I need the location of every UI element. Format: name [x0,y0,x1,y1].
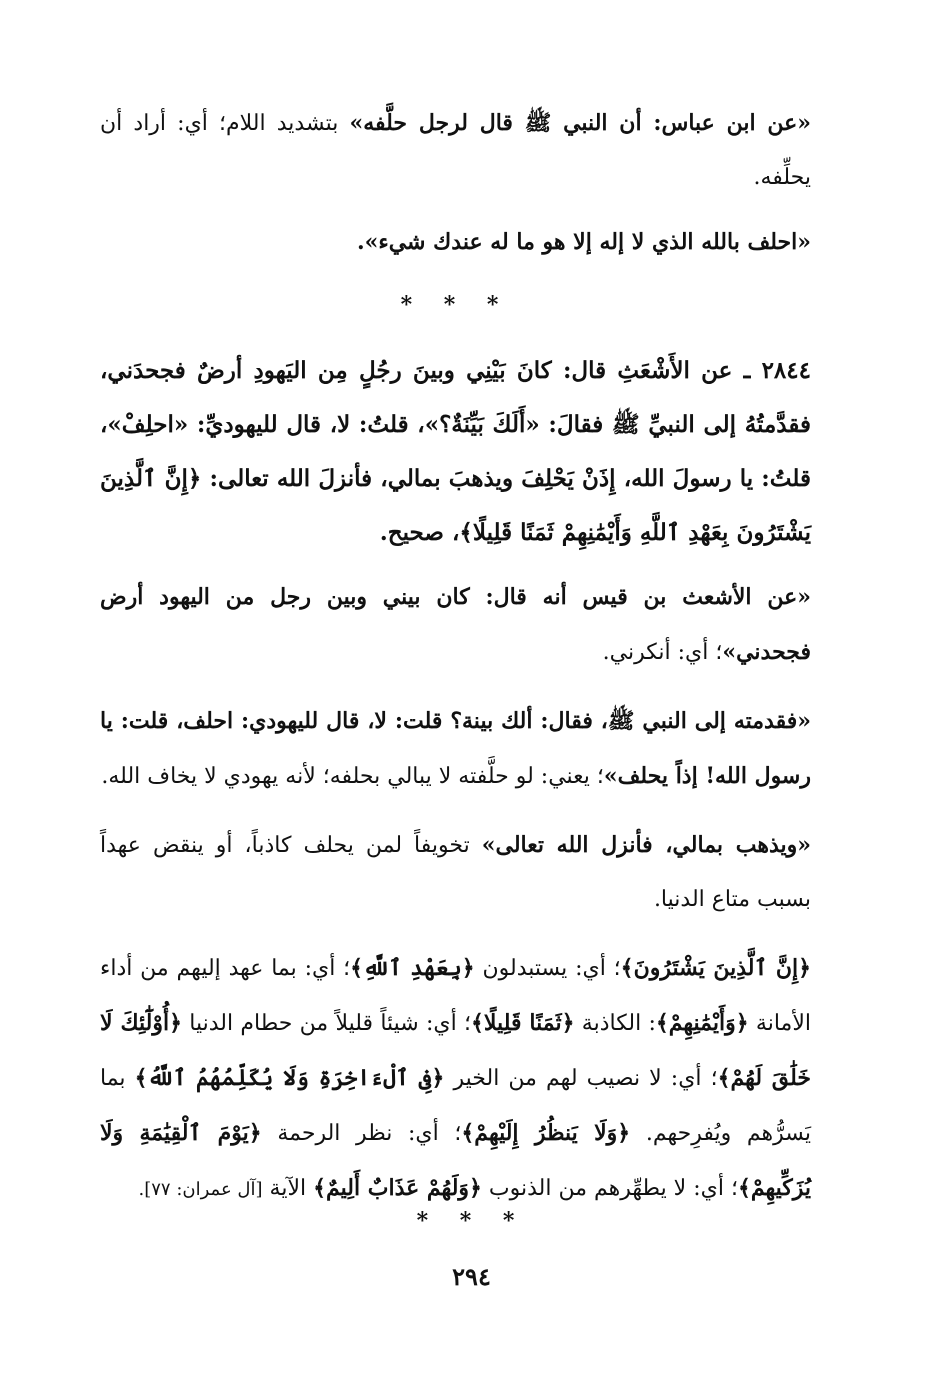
commentary-paragraph-4 [100,941,811,1217]
explanation-text: ؛ أي: أنكرني. [602,640,723,665]
explanation-text: ؛ أي: لا نصيب لهم من الخير [444,1066,718,1091]
commentary-paragraph-2 [100,694,811,804]
quote-presented: «فقدمته إلى النبي ﷺ، فقال: ألك بينة؟ قلت: لا، قال لليهودي: احلف، قلت: يا رسول الله! إذاً يحلف» [100,708,811,789]
explanation-text: ؛ أي: بما عهد إليهم من أداء الأمانة [100,956,812,1036]
explanation-text: ؛ أي: نظر الرحمة [261,1121,462,1146]
section-separator: * * * [400,292,511,318]
verse-fragment: ﴿أُوْلَٰٓئِكَ لَا خَلَٰقَ لَهُمْ﴾ [100,1010,812,1091]
quran-citation: [آل عمران: ٧٧]. [138,1179,263,1200]
verse-fragment: ﴿ثَمَنًا قَلِيلًا﴾ [471,1010,575,1036]
verse-fragment: ﴿فِى ٱلْءَاخِرَةِ وَلَا يُكَلِّمُهُمُ ٱللَّهُ﴾ [134,1065,445,1091]
verse-fragment: ﴿بِعَهْدِ ٱللَّهِ﴾ [350,955,475,981]
section-separator-bottom: * * * [416,1208,527,1234]
paragraph-oath [100,215,811,270]
explanation-text: : الكاذبة [574,1011,656,1036]
explanation-text: ؛ يعني: لو حلَّفته لا يبالي بحلفه؛ لأنه يهودي لا يخاف الله. [101,764,604,789]
verse-fragment: ﴿وَلَا يَنظُرُ إِلَيْهِمْ﴾ [461,1120,631,1146]
verse-fragment: ﴿إِنَّ ٱلَّذِينَ يَشْتَرُونَ﴾ [620,955,812,981]
paragraph-intro [100,96,811,205]
page-body [100,96,811,1231]
quote-oath: «احلف بالله الذي لا إله إلا هو ما له عندك شيء». [356,229,811,255]
page-number: ٢٩٤ [452,1262,491,1291]
verse-fragment: ﴿وَأَيْمَٰنِهِمْ﴾ [655,1010,749,1036]
quote-ashath: «عن الأشعث بن قيس أنه قال: كان بيني وبين رجل من اليهود أرض فجحدني» [100,584,811,665]
verse-fragment: ﴿وَلَهُمْ عَذَابٌ أَلِيمٌ﴾ [313,1175,482,1201]
quote-revelation: «ويذهب بمالي، فأنزل الله تعالى» [481,832,811,858]
quote-ibn-abbas: «عن ابن عباس: أن النبي ﷺ قال لرجل حلَّفه» [349,110,811,136]
explanation-text: بما يَسرُّهم ويُفرِحهم. [100,1066,811,1146]
explanation-text: تخويفاً لمن يحلف كاذباً، أو ينقض عهداً بسبب متاع الدنيا. [100,833,811,912]
explanation-text: ؛ أي: يستبدلون [474,956,621,981]
explanation-text: ؛ أي: لا يطهِّرهم من الذنوب [481,1176,738,1201]
explanation-text: بتشديد اللام؛ أي: أراد أن يحلِّفه. [100,111,811,190]
commentary-paragraph-1 [100,570,811,680]
verse-fragment: ﴿يَوْمَ ٱلْقِيَٰمَةِ وَلَا يُزَكِّيهِمْ﴾ [100,1120,811,1201]
commentary-paragraph-3 [100,818,811,927]
explanation-text: ؛ أي: شيئاً قليلاً من حطام الدنيا [182,1011,472,1036]
hadith-2844: ٢٨٤٤ ـ عن الأَشْعَثِ قال: كانَ بَيْنِي وبينَ رجُلٍ مِن اليَهودِ أرضٌ فجحدَني، فقدَّمتُهُ إلى النبيِّ ﷺ فقالَ: «أَلَكَ بَيِّنَةٌ؟»، قلتُ: لا، قال لليهوديِّ: «احلِفْ»، قلتُ: يا رسولَ الله، إِذَنْ يَحْلِفَ ويذهبَ بمالي، فأنزلَ الله تعالى: ﴿إِنَّ ٱلَّذِينَ يَشْتَرُونَ بِعَهْدِ ٱللَّهِ وَأَيْمَٰنِهِمْ ثَمَنًا قَلِيلًا﴾، صحيح. [100,357,811,546]
explanation-text: الآية [262,1176,314,1201]
